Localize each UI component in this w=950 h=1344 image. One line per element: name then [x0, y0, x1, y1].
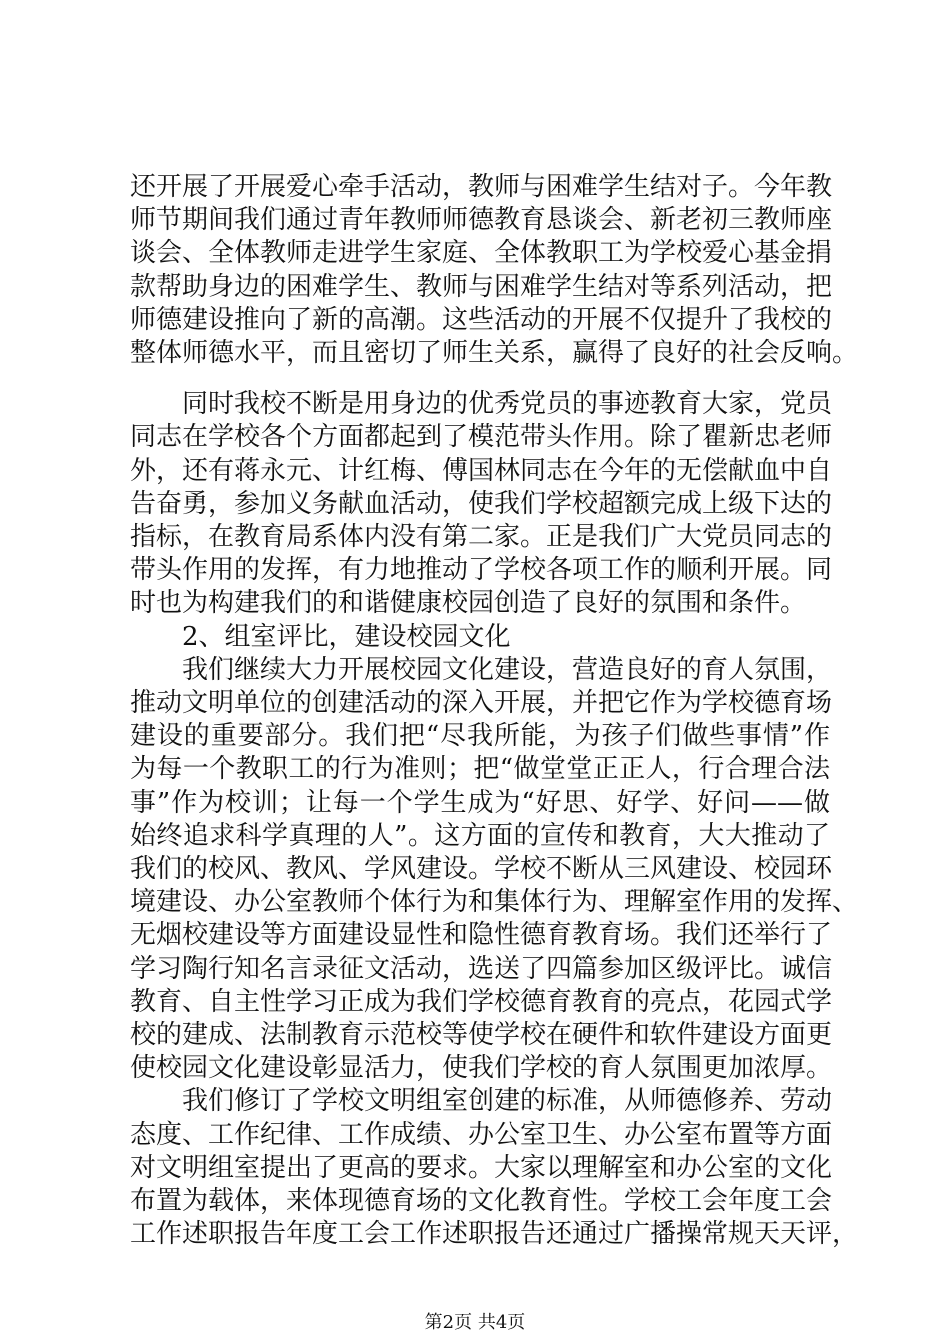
text-line: 使校园文化建设彰显活力，使我们学校的育人氛围更加浓厚。: [130, 1053, 833, 1083]
text-line: 我们修订了学校文明组室创建的标准，从师德修养、劳动: [182, 1086, 833, 1116]
text-line: 还开展了开展爱心牵手活动，教师与困难学生结对子。今年教: [130, 172, 833, 202]
text-line: 外，还有蒋永元、计红梅、傅国林同志在今年的无偿献血中自: [130, 456, 833, 486]
text-line: 谈会、全体教师走进学生家庭、全体教职工为学校爱心基金捐: [130, 238, 833, 268]
page-number-label: 第2页 共4页: [424, 1312, 526, 1333]
text-line: 指标，在教育局系体内没有第二家。正是我们广大党员同志的: [130, 522, 833, 552]
section-heading: 2、组室评比，建设校园文化: [182, 622, 511, 652]
text-line: 我们的校风、教风、学风建设。学校不断从三风建设、校园环: [130, 854, 833, 884]
text-line: 同志在学校各个方面都起到了模范带头作用。除了瞿新忠老师: [130, 422, 833, 452]
text-line: 对文明组室提出了更高的要求。大家以理解室和办公室的文化: [130, 1153, 833, 1183]
text-line: 整体师德水平，而且密切了师生关系，赢得了良好的社会反响。: [130, 338, 859, 368]
text-line: 学习陶行知名言录征文活动，选送了四篇参加区级评比。诚信: [130, 954, 833, 984]
text-line: 时也为构建我们的和谐健康校园创造了良好的氛围和条件。: [130, 588, 807, 618]
text-line: 我们继续大力开展校园文化建设，营造良好的育人氛围，: [182, 655, 833, 685]
text-line: 推动文明单位的创建活动的深入开展，并把它作为学校德育场: [130, 688, 833, 718]
text-line: 校的建成、法制教育示范校等使学校在硬件和软件建设方面更: [130, 1020, 833, 1050]
text-line: 事”作为校训；让每一个学生成为“好思、好学、好问——做: [130, 788, 830, 818]
text-line: 始终追求科学真理的人”。这方面的宣传和教育，大大推动了: [130, 821, 830, 851]
text-line: 款帮助身边的困难学生、教师与困难学生结对等系列活动，把: [130, 272, 833, 302]
text-line: 告奋勇，参加义务献血活动，使我们学校超额完成上级下达的: [130, 489, 833, 519]
text-line: 布置为载体，来体现德育场的文化教育性。学校工会年度工会: [130, 1186, 833, 1216]
text-line: 境建设、办公室教师个体行为和集体行为、理解室作用的发挥、: [130, 887, 859, 917]
page-footer: [0, 1312, 950, 1334]
text-line: 师德建设推向了新的高潮。这些活动的开展不仅提升了我校的: [130, 305, 833, 335]
text-line: 建设的重要部分。我们把“尽我所能，为孩子们做些事情”作: [130, 721, 830, 751]
text-line: 教育、自主性学习正成为我们学校德育教育的亮点，花园式学: [130, 987, 833, 1017]
text-line: 无烟校建设等方面建设显性和隐性德育教育场。我们还举行了: [130, 920, 833, 950]
text-line: 带头作用的发挥，有力地推动了学校各项工作的顺利开展。同: [130, 555, 833, 585]
text-line: 同时我校不断是用身边的优秀党员的事迹教育大家，党员: [182, 389, 833, 419]
text-line: 工作述职报告年度工会工作述职报告还通过广播操常规天天评，: [130, 1219, 859, 1249]
text-line: 为每一个教职工的行为准则；把“做堂堂正正人，行合理合法: [130, 754, 830, 784]
text-line: 态度、工作纪律、工作成绩、办公室卫生、办公室布置等方面: [130, 1120, 833, 1150]
text-line: 师节期间我们通过青年教师师德教育恳谈会、新老初三教师座: [130, 205, 833, 235]
